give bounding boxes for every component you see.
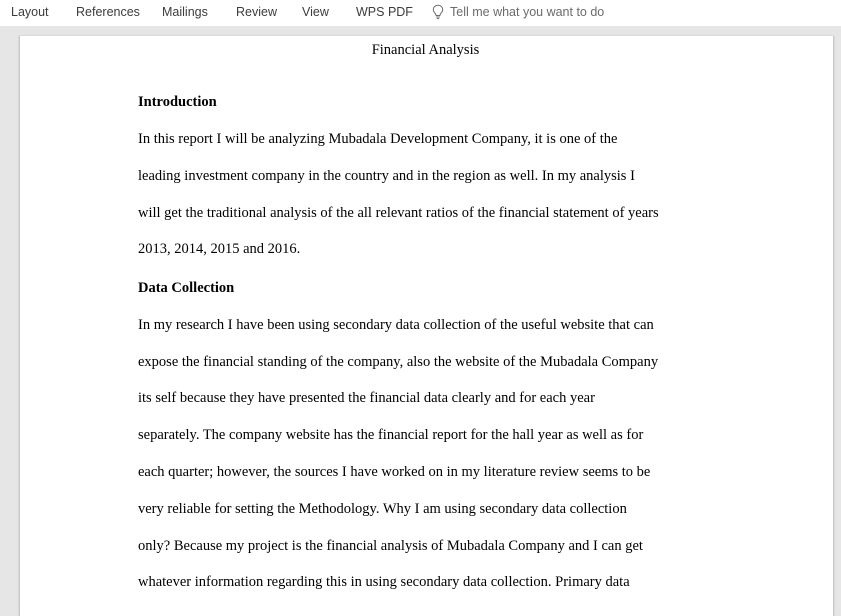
tell-me-search[interactable] xyxy=(432,4,604,20)
paragraph-line: its self because they have presented the financial data clearly and for each year xyxy=(138,390,595,406)
document-page[interactable] xyxy=(19,36,834,616)
tab-layout[interactable]: Layout xyxy=(11,5,49,19)
tab-view[interactable]: View xyxy=(302,5,329,19)
section-heading-introduction: Introduction xyxy=(138,94,217,110)
paragraph-line: whatever information regarding this in using secondary data collection. Primary data xyxy=(138,574,630,590)
paragraph-line: separately. The company website has the financial report for the hall year as well as for xyxy=(138,427,644,443)
tab-review[interactable]: Review xyxy=(236,5,277,19)
paragraph-line: each quarter; however, the sources I have worked on in my literature review seems to be xyxy=(138,464,651,480)
paragraph-line: will get the traditional analysis of the all relevant ratios of the financial statement of years xyxy=(138,205,659,221)
tell-me-placeholder: Tell me what you want to do xyxy=(450,5,605,19)
document-title: Financial Analysis xyxy=(371,42,480,58)
section-heading-data-collection: Data Collection xyxy=(138,280,235,296)
paragraph-line: In my research I have been using secondary data collection of the useful website that can xyxy=(138,317,654,333)
paragraph-line: expose the financial standing of the company, also the website of the Mubadala Company xyxy=(138,354,659,370)
paragraph-line: only? Because my project is the financial analysis of Mubadala Company and I can get xyxy=(138,538,643,554)
lightbulb-icon xyxy=(432,4,444,20)
tab-wps-pdf[interactable]: WPS PDF xyxy=(356,5,413,19)
ribbon-tab-bar xyxy=(0,0,841,26)
tab-mailings[interactable]: Mailings xyxy=(162,5,208,19)
paragraph-line: very reliable for setting the Methodology. Why I am using secondary data collection xyxy=(138,501,627,517)
paragraph-line: 2013, 2014, 2015 and 2016. xyxy=(138,241,301,257)
paragraph-line: In this report I will be analyzing Mubadala Development Company, it is one of the xyxy=(138,131,618,147)
paragraph-line: leading investment company in the country and in the region as well. In my analysis I xyxy=(138,168,635,184)
tab-references[interactable]: References xyxy=(76,5,140,19)
